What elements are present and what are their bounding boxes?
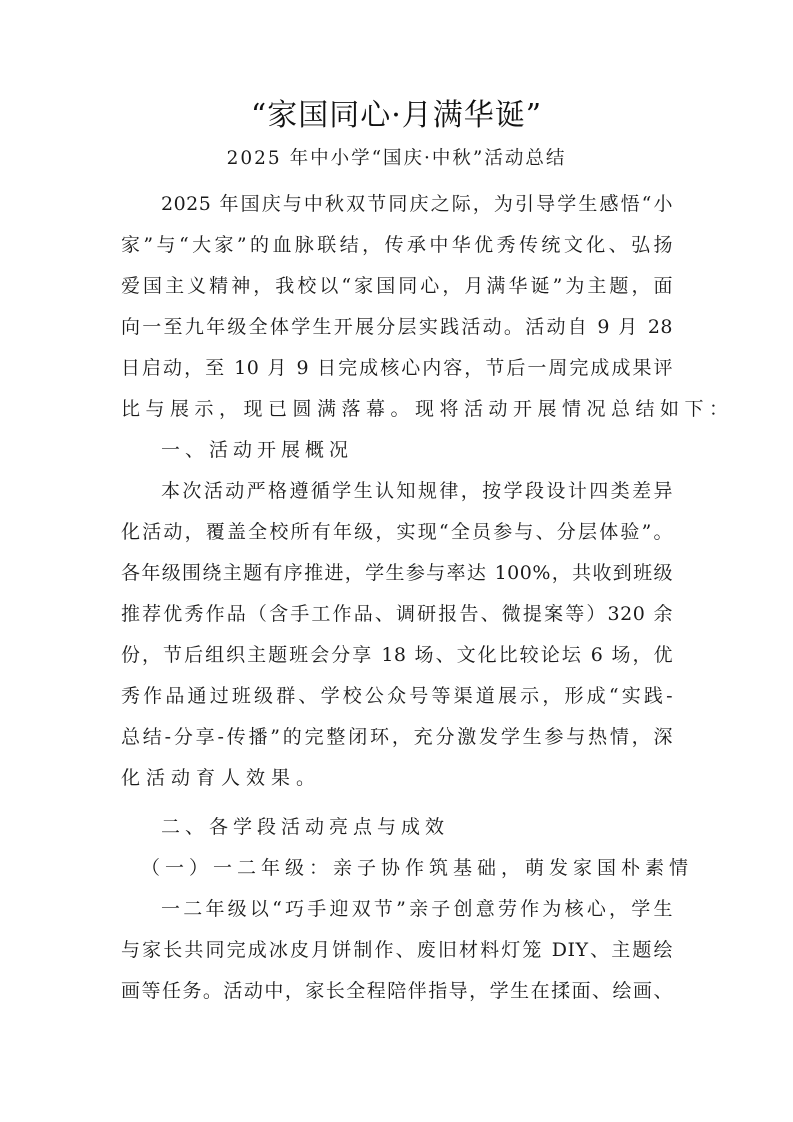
paragraph-line: 化活动育人效果。	[121, 767, 322, 789]
paragraph-line: 爱国主义精神，我校以“家国同心，月满华诞”为主题，面	[121, 275, 673, 297]
paragraph-line: 日启动，至 10 月 9 日完成核心内容，节后一周完成成果评	[121, 357, 673, 379]
paragraph-intro	[121, 184, 734, 430]
section-heading-highlights: 二、各学段活动亮点与成效	[161, 816, 450, 838]
subsection-heading-grade1-2: （一）一二年级：亲子协作筑基础，萌发家国朴素情	[141, 857, 694, 879]
paragraph-line: 化活动，覆盖全校所有年级，实现“全员参与、分层体验”。	[121, 521, 673, 543]
document-body	[121, 184, 734, 1012]
paragraph-line: 与家长共同完成冰皮月饼制作、废旧材料灯笼 DIY、主题绘	[121, 939, 673, 961]
paragraph-line: 比与展示，现已圆满落幕。现将活动开展情况总结如下：	[121, 398, 734, 420]
paragraph-overview	[121, 471, 673, 799]
paragraph-line: 总结-分享-传播”的完整闭环，充分激发学生参与热情，深	[121, 726, 673, 748]
paragraph-line: 本次活动严格遵循学生认知规律，按学段设计四类差异	[161, 480, 673, 502]
paragraph-line: 秀作品通过班级群、学校公众号等渠道展示，形成“实践-	[121, 685, 673, 707]
paragraph-line: 推荐优秀作品（含手工作品、调研报告、微提案等）320 余	[121, 603, 673, 625]
paragraph-line: 2025 年国庆与中秋双节同庆之际，为引导学生感悟“小	[161, 193, 673, 215]
paragraph-line: 份，节后组织主题班会分享 18 场、文化比较论坛 6 场，优	[121, 644, 673, 666]
paragraph-line: 家”与“大家”的血脉联结，传承中华优秀传统文化、弘扬	[121, 234, 673, 256]
section-heading-overview: 一、活动开展概况	[161, 439, 354, 461]
paragraph-grade1-2	[121, 889, 673, 1012]
paragraph-line: 各年级围绕主题有序推进，学生参与率达 100%，共收到班级	[121, 562, 673, 584]
paragraph-line: 向一至九年级全体学生开展分层实践活动。活动自 9 月 28	[121, 316, 673, 338]
document-subtitle: 2025 年中小学“国庆·中秋”活动总结	[226, 148, 567, 169]
paragraph-line: 一二年级以“巧手迎双节”亲子创意劳作为核心，学生	[161, 898, 673, 920]
paragraph-line: 画等任务。活动中，家长全程陪伴指导，学生在揉面、绘画、	[121, 980, 673, 1002]
document-title: “家国同心·月满华诞”	[250, 98, 543, 133]
